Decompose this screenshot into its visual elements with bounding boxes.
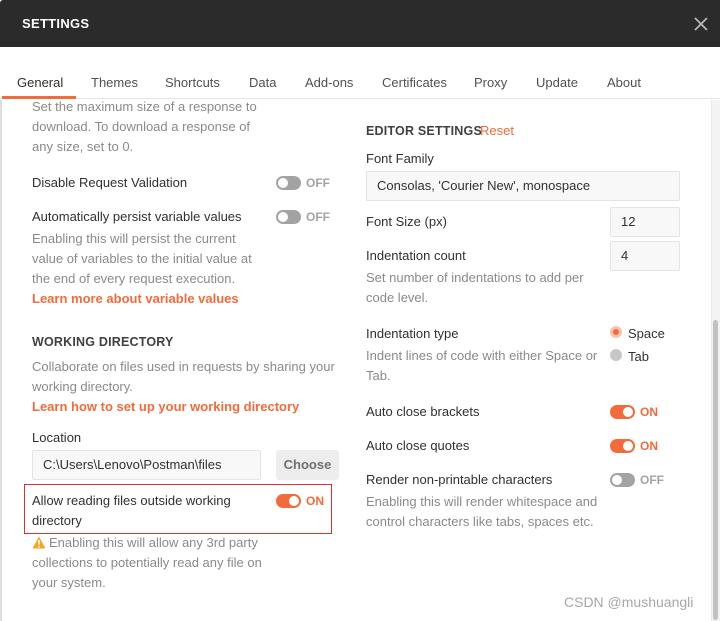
render-nonprint-label: Render non-printable characters [366,472,553,487]
window-title: SETTINGS [22,16,90,31]
max-response-desc-line-2: download. To download a response of [32,119,251,134]
indent-type-desc-line-2: Tab. [366,368,391,383]
indent-type-label: Indentation type [366,326,459,341]
persist-vars-toggle[interactable] [276,210,301,224]
close-icon[interactable] [690,13,712,35]
persist-vars-desc-line-3: the end of every request execution. [32,271,236,286]
toggle-knob [289,496,299,506]
scrollbar-thumb[interactable] [713,320,718,620]
toggle-knob [623,441,633,451]
render-nonprint-desc-line-2: control characters like tabs, spaces etc. [366,514,594,529]
render-nonprint-toggle[interactable] [610,473,635,487]
tab-themes[interactable]: Themes [91,75,138,90]
tab-about[interactable]: About [607,75,641,90]
allow-outside-label-line-1: Allow reading files outside working [32,493,231,508]
disable-validation-label: Disable Request Validation [32,175,188,190]
auto-brackets-toggle[interactable] [610,405,635,419]
auto-brackets-label: Auto close brackets [366,404,480,419]
allow-outside-label-line-2: directory [32,513,82,528]
auto-quotes-label: Auto close quotes [366,438,470,453]
font-family-label: Font Family [366,151,434,166]
editor-settings-heading: EDITOR SETTINGS [366,124,482,138]
render-nonprint-desc-line-1: Enabling this will render whitespace and [366,494,598,509]
font-size-field[interactable]: 12 [610,207,680,237]
space-radio[interactable] [610,326,622,338]
location-label: Location [32,430,82,445]
allow-outside-toggle[interactable] [276,494,301,508]
tab-radio[interactable] [610,349,622,361]
tab-shortcuts[interactable]: Shortcuts [165,75,220,90]
toggle-knob [612,475,622,485]
font-family-field[interactable]: Consolas, 'Courier New', monospace [366,171,680,201]
auto-quotes-toggle[interactable] [610,439,635,453]
choose-button[interactable]: Choose [276,450,339,480]
warning-icon [32,536,46,549]
render-nonprint-state: OFF [640,473,664,487]
max-response-desc-line-3: any size, set to 0. [32,139,134,154]
toggle-knob [623,407,633,417]
auto-brackets-state: ON [640,405,658,419]
persist-vars-desc-line-2: value of variables to the initial value at [32,251,252,266]
variable-values-link[interactable]: Learn more about variable values [32,291,239,306]
tab-certificates[interactable]: Certificates [382,75,448,90]
working-dir-desc-line-1: Collaborate on files used in requests by sharing your [32,359,335,374]
allow-outside-warning-line-1: Enabling this will allow any 3rd party [49,535,258,550]
toggle-knob [278,212,288,222]
toggle-knob [278,178,288,188]
font-size-label: Font Size (px) [366,214,447,229]
location-field[interactable]: C:\Users\Lenovo\Postman\files [32,450,261,480]
indent-count-desc-line-1: Set number of indentations to add per [366,270,584,285]
tab-data[interactable]: Data [249,75,277,90]
reset-link[interactable]: Reset [480,123,514,138]
indent-count-label: Indentation count [366,248,466,263]
persist-vars-desc-line-1: Enabling this will persist the current [32,231,236,246]
tab-add-ons[interactable]: Add-ons [305,75,354,90]
tab-proxy[interactable]: Proxy [474,75,508,90]
allow-outside-state: ON [306,494,324,508]
tab-update[interactable]: Update [536,75,578,90]
max-response-desc-line-1: Set the maximum size of a response to [32,99,257,114]
persist-vars-state: OFF [306,210,330,224]
indent-count-desc-line-2: code level. [366,290,429,305]
working-directory-heading: WORKING DIRECTORY [32,335,174,349]
disable-validation-toggle[interactable] [276,176,301,190]
title-bar [0,0,720,47]
tab-option-label: Tab [628,349,649,364]
indent-count-field[interactable]: 4 [610,241,680,271]
auto-quotes-state: ON [640,439,658,453]
working-dir-setup-link[interactable]: Learn how to set up your working directory [32,399,300,414]
space-option-label: Space [628,326,665,341]
allow-outside-warning-line-2: collections to potentially read any file on [32,555,262,570]
working-dir-desc-line-2: working directory. [32,379,133,394]
window-left-edge [0,100,2,621]
disable-validation-state: OFF [306,176,330,190]
settings-tabs [0,47,720,99]
persist-vars-label: Automatically persist variable values [32,209,242,224]
indent-type-desc-line-1: Indent lines of code with either Space or [366,348,598,363]
allow-outside-warning-line-3: your system. [32,575,106,590]
watermark-text: CSDN @mushuangli [564,594,694,610]
tab-general[interactable]: General [17,75,64,90]
